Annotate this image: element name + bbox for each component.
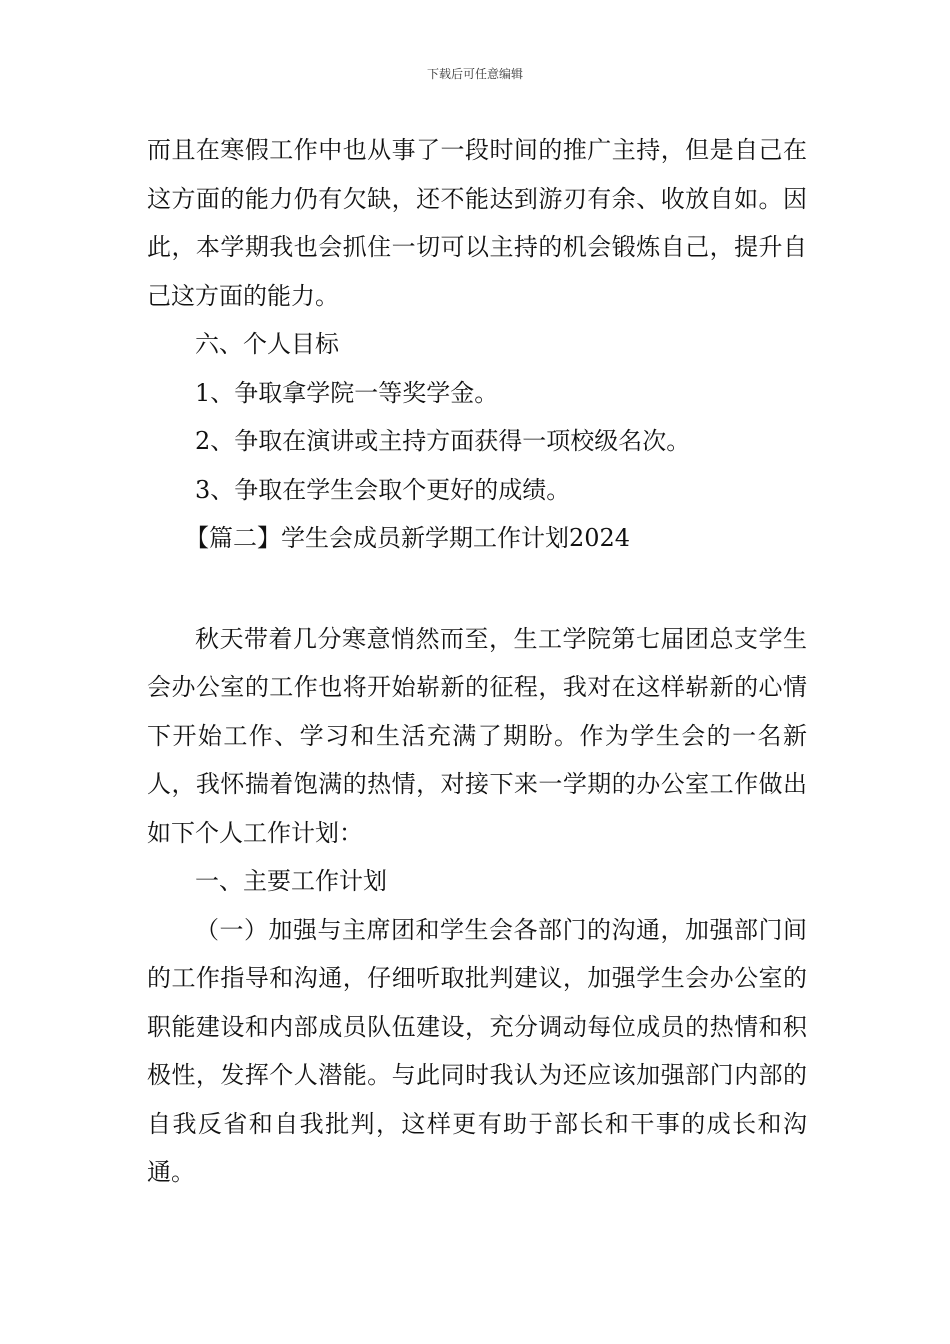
section-heading-main-plan: 一、主要工作计划 xyxy=(195,867,387,895)
goal-item-2: 2、争取在演讲或主持方面获得一项校级名次。 xyxy=(195,427,691,455)
goal-item-1: 1、争取拿学院一等奖学金。 xyxy=(195,378,499,407)
paragraph-plan-item-1: （一）加强与主席团和学生会各部门的沟通，加强部门间的工作指导和沟通，仔细听取批判建议，加强学生会办公室的职能建设和内部成员队伍建设，充分调动每位成员的热情和积极性，发挥个人潜能。与此同时我认为还应该加强部门内部的自我反省和自我批判，这样更有助于部长和干事的成长和沟通。 xyxy=(147,915,807,1186)
paragraph-continuation: 而且在寒假工作中也从事了一段时间的推广主持，但是自己在这方面的能力仍有欠缺，还不能达到游刃有余、收放自如。因此，本学期我也会抓住一切可以主持的机会锻炼自己，提升自己这方面的能力。 xyxy=(147,136,807,310)
paragraph-intro: 秋天带着几分寒意悄然而至，生工学院第七届团总支学生会办公室的工作也将开始崭新的征程，我对在这样崭新的心情下开始工作、学习和生活充满了期盼。作为学生会的一名新人，我怀揣着饱满的热情，对接下来一学期的办公室工作做出如下个人工作计划： xyxy=(147,624,807,847)
blank-line xyxy=(147,563,807,615)
page-header: 下载后可任意编辑 xyxy=(426,67,523,81)
document-body xyxy=(147,126,807,1197)
goal-item-3: 3、争取在学生会取个更好的成绩。 xyxy=(195,475,571,504)
section-heading-personal-goals: 六、个人目标 xyxy=(195,330,339,358)
article-title-part-two: 【篇二】学生会成员新学期工作计划2024 xyxy=(185,524,631,552)
